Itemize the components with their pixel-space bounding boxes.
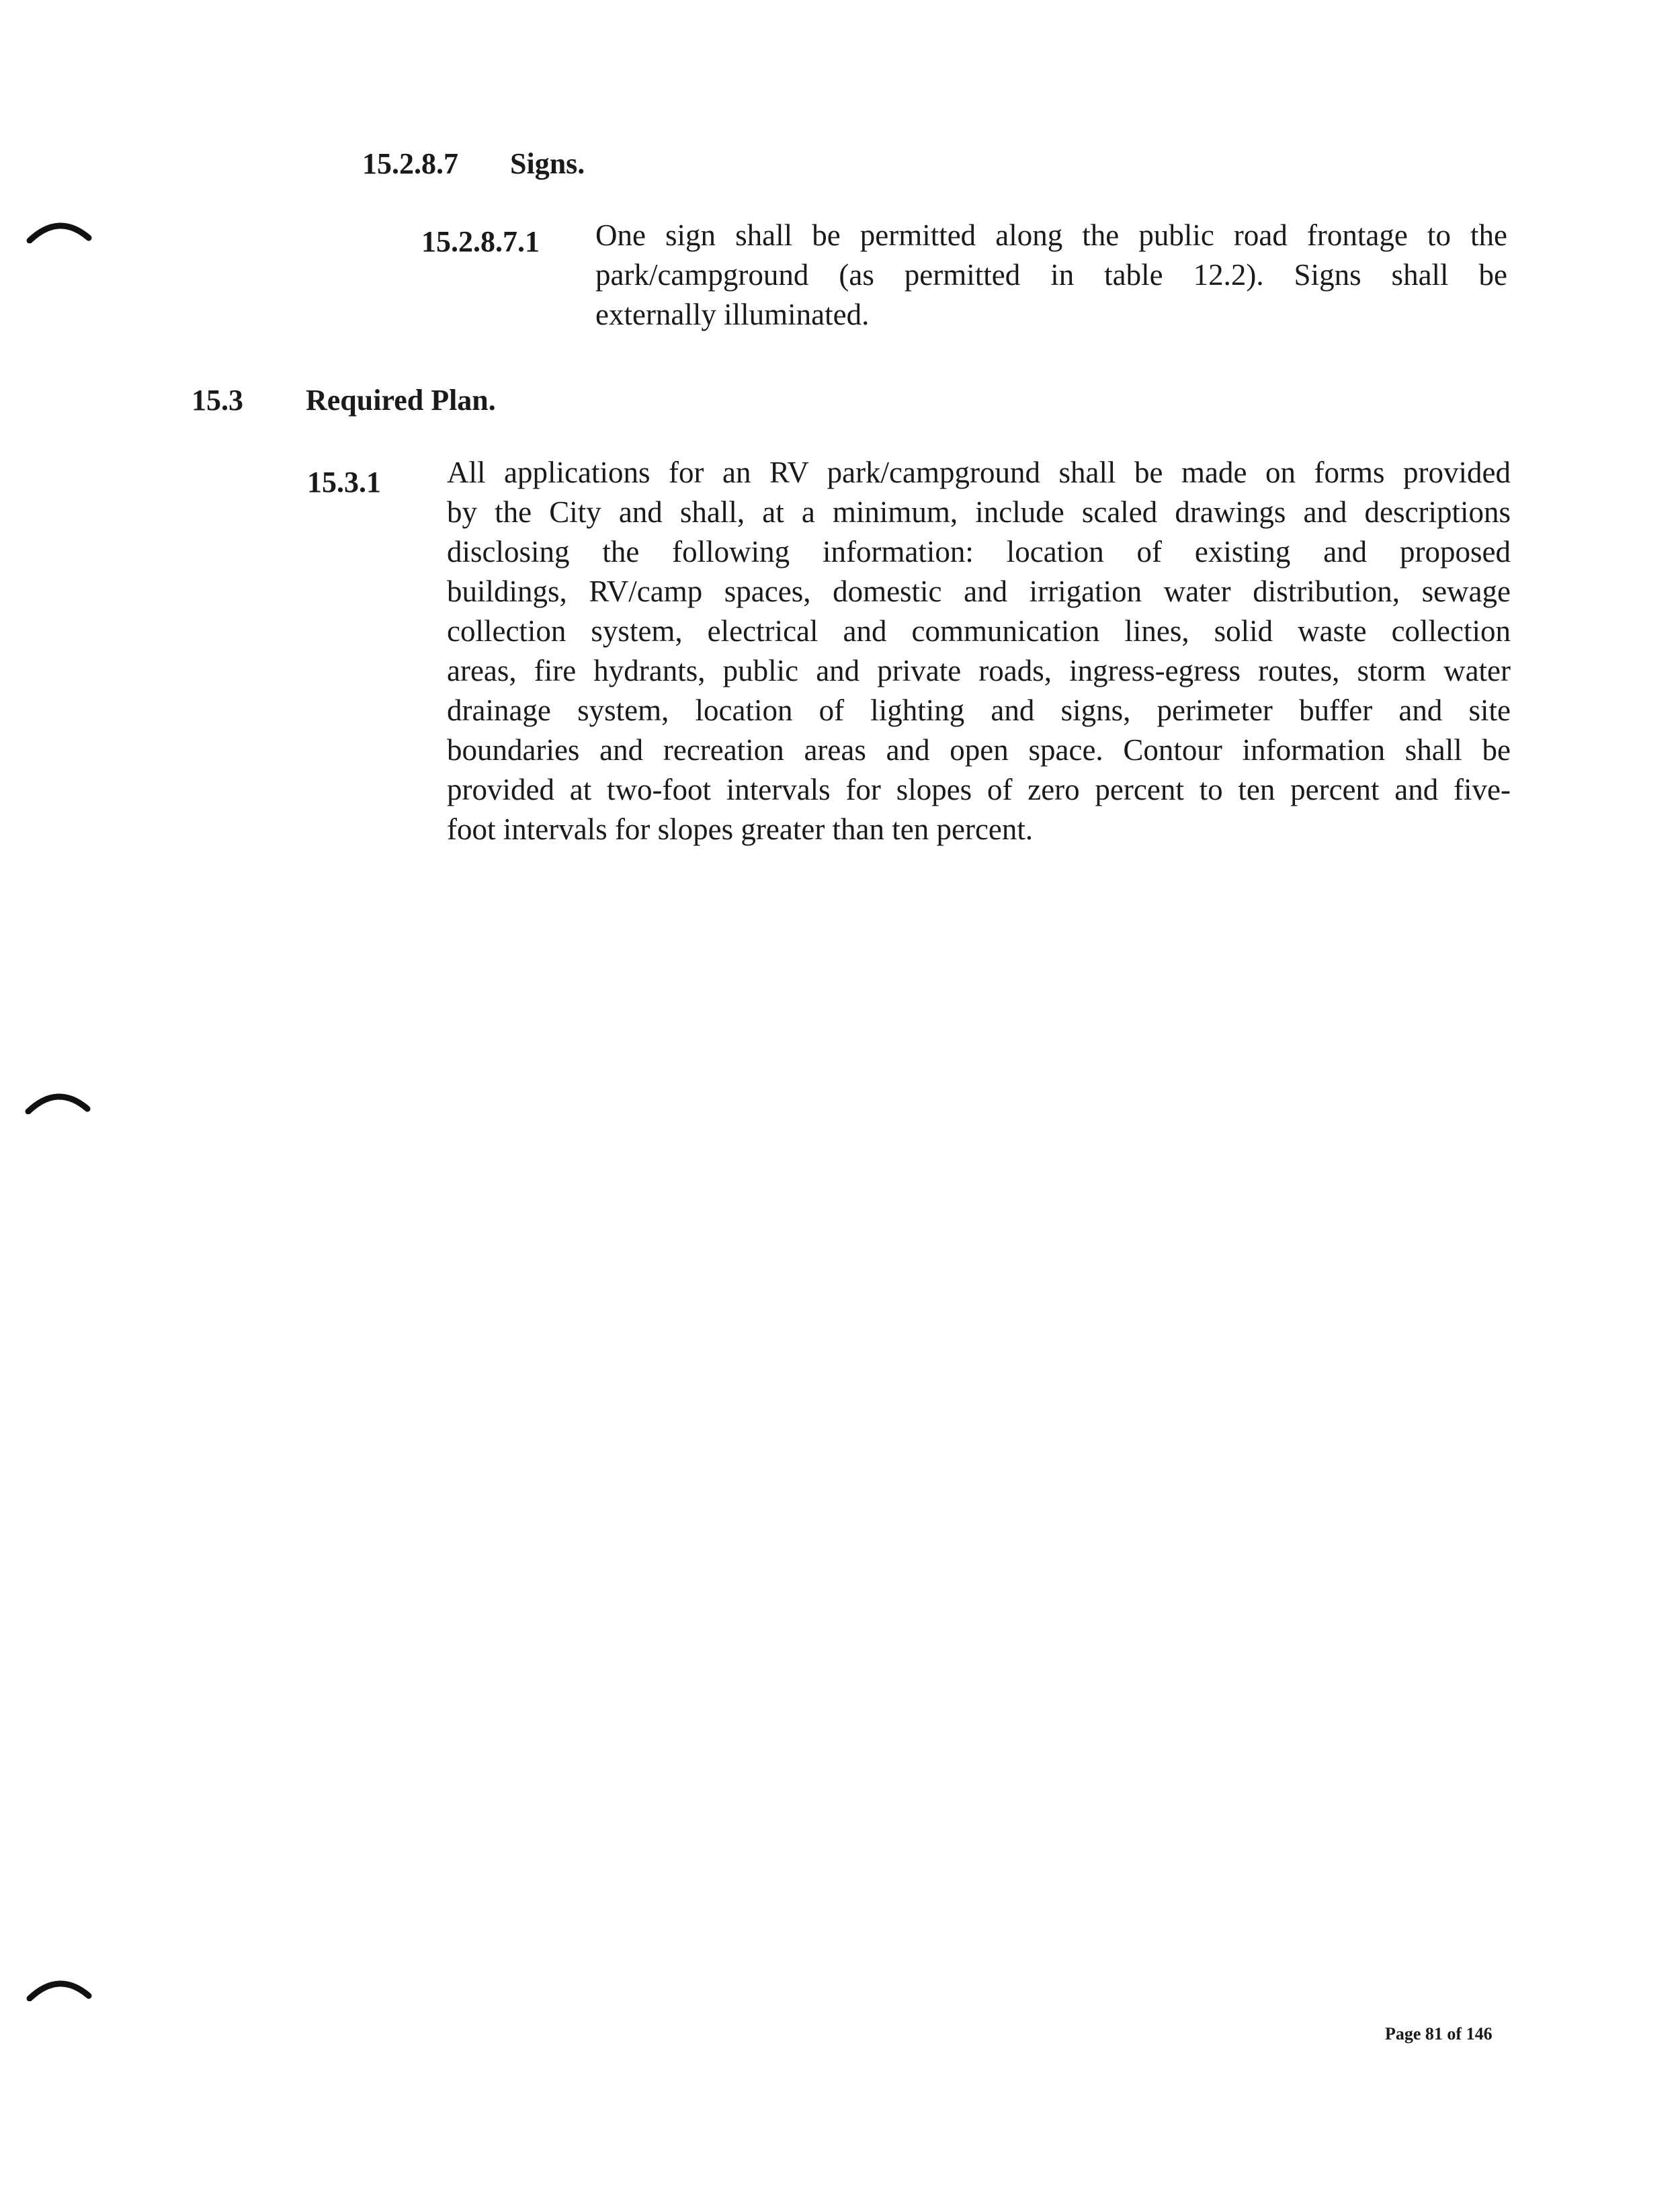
paragraph-line: All applications for an RV park/campground shall be made on forms provided <box>447 456 1511 489</box>
section-15-3-number: 15.3 <box>192 384 243 417</box>
section-15-2-8-7-title: Signs. <box>510 147 585 180</box>
section-15-2-8-7-1-paragraph <box>595 216 1507 335</box>
paragraph-line: externally illuminated. <box>595 298 870 331</box>
paragraph-line: provided at two-foot intervals for slopes of zero percent to ten percent and five- <box>447 773 1511 806</box>
paragraph-line: foot intervals for slopes greater than ten percent. <box>447 812 1034 846</box>
section-15-3-title: Required Plan. <box>306 384 496 417</box>
section-15-2-8-7-number: 15.2.8.7 <box>362 147 458 180</box>
paragraph-line: One sign shall be permitted along the public road frontage to the <box>595 218 1507 252</box>
paragraph-line: drainage system, location of lighting and signs, perimeter buffer and site <box>447 693 1511 727</box>
paragraph-line: disclosing the following information: location of existing and proposed <box>447 535 1511 568</box>
page-number: Page 81 of 146 <box>1385 2024 1493 2044</box>
section-15-2-8-7-1-number: 15.2.8.7.1 <box>421 225 540 258</box>
hole-punch-mark-middle <box>24 1087 91 1114</box>
paragraph-line: buildings, RV/camp spaces, domestic and irrigation water distribution, sewage <box>447 575 1511 608</box>
hole-punch-mark-top <box>26 216 93 243</box>
paragraph-line: collection system, electrical and communication lines, solid waste collection <box>447 614 1511 648</box>
paragraph-line: by the City and shall, at a minimum, include scaled drawings and descriptions <box>447 495 1511 529</box>
section-15-3-1-paragraph <box>447 453 1511 849</box>
paragraph-line: areas, fire hydrants, public and private roads, ingress-egress routes, storm water <box>447 654 1511 687</box>
section-15-3-1-number: 15.3.1 <box>307 466 381 499</box>
hole-punch-mark-bottom <box>26 1974 93 2001</box>
paragraph-line: boundaries and recreation areas and open space. Contour information shall be <box>447 733 1511 767</box>
paragraph-line: park/campground (as permitted in table 12.2). Signs shall be <box>595 258 1507 292</box>
